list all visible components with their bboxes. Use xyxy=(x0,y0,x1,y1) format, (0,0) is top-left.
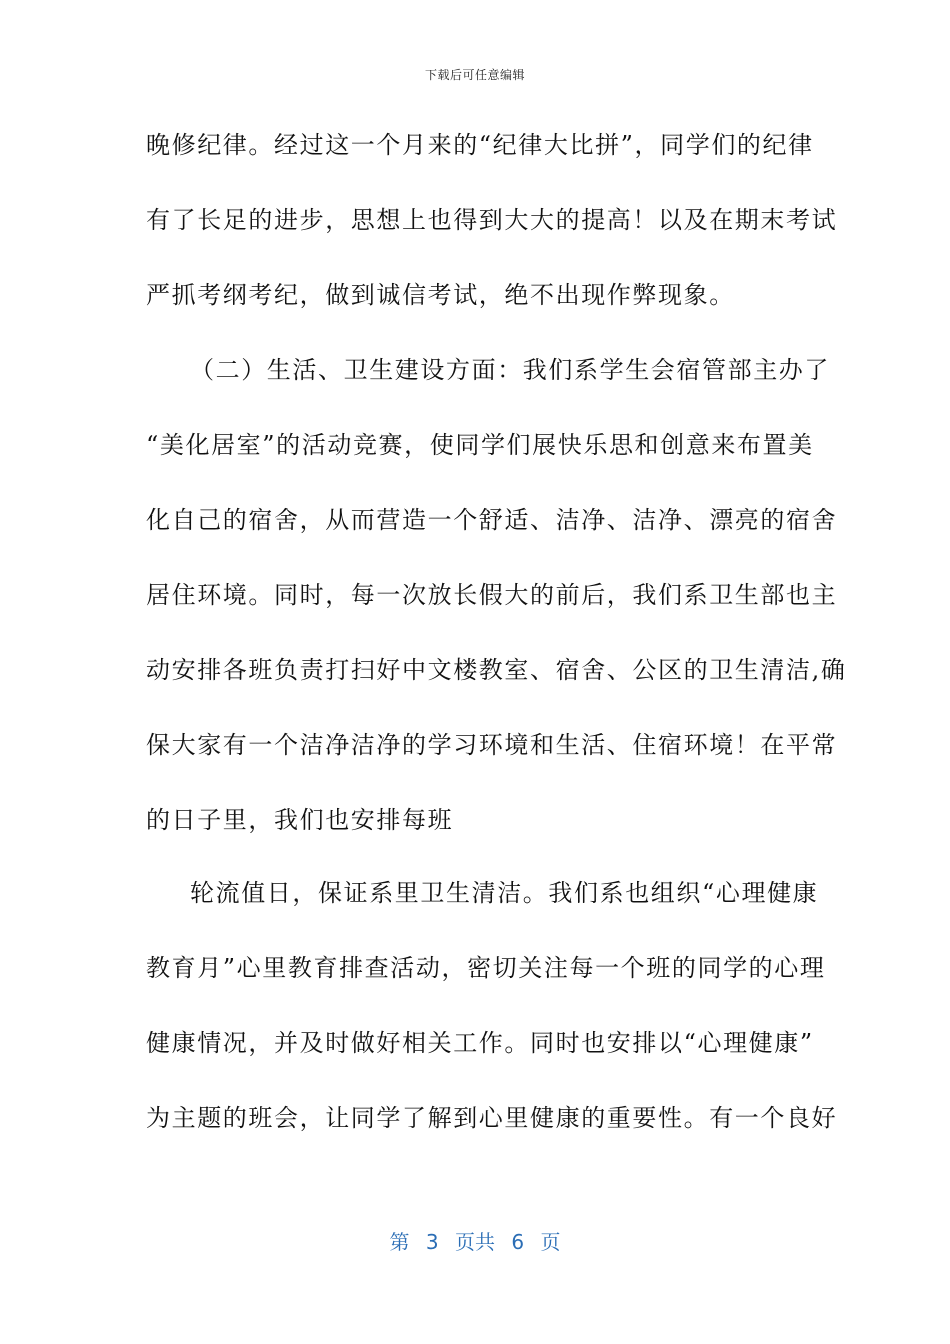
text-line: 动安排各班负责打扫好中文楼教室、宿舍、公区的卫生清洁,确 xyxy=(146,656,847,684)
text-line: 晚修纪律。经过这一个月来的“纪律大比拼”，同学们的纪律 xyxy=(146,131,814,159)
text-line: 教育月”心里教育排查活动，密切关注每一个班的同学的心理 xyxy=(146,954,826,982)
text-line: 化自己的宿舍，从而营造一个舒适、洁净、洁净、漂亮的宿舍 xyxy=(146,506,838,534)
current-page-number: 3 xyxy=(425,1230,439,1254)
text-line: “美化居室”的活动竞赛，使同学们展快乐思和创意来布置美 xyxy=(146,431,814,459)
footer-suffix: 页 xyxy=(540,1230,561,1254)
footer-prefix: 第 xyxy=(389,1230,410,1254)
text-line: 为主题的班会，让同学了解到心里健康的重要性。有一个良好 xyxy=(146,1104,838,1132)
text-line: 有了长足的进步，思想上也得到大大的提高！以及在期末考试 xyxy=(146,206,838,234)
footer-middle: 页共 xyxy=(455,1230,495,1254)
text-line: 的日子里，我们也安排每班 xyxy=(146,806,454,834)
text-line: 轮流值日，保证系里卫生清洁。我们系也组织“心理健康 xyxy=(190,879,819,907)
text-line: 健康情况，并及时做好相关工作。同时也安排以“心理健康” xyxy=(146,1029,814,1057)
total-pages-number: 6 xyxy=(511,1230,525,1254)
text-line: 严抓考纲考纪，做到诚信考试，绝不出现作弊现象。 xyxy=(146,281,735,309)
text-line: （二）生活、卫生建设方面：我们系学生会宿管部主办了 xyxy=(190,356,830,384)
page-footer xyxy=(0,1226,950,1255)
text-line: 保大家有一个洁净洁净的学习环境和生活、住宿环境！在平常 xyxy=(146,731,838,759)
text-line: 居住环境。同时，每一次放长假大的前后，我们系卫生部也主 xyxy=(146,581,838,609)
header-note: 下载后可任意编辑 xyxy=(424,68,525,82)
